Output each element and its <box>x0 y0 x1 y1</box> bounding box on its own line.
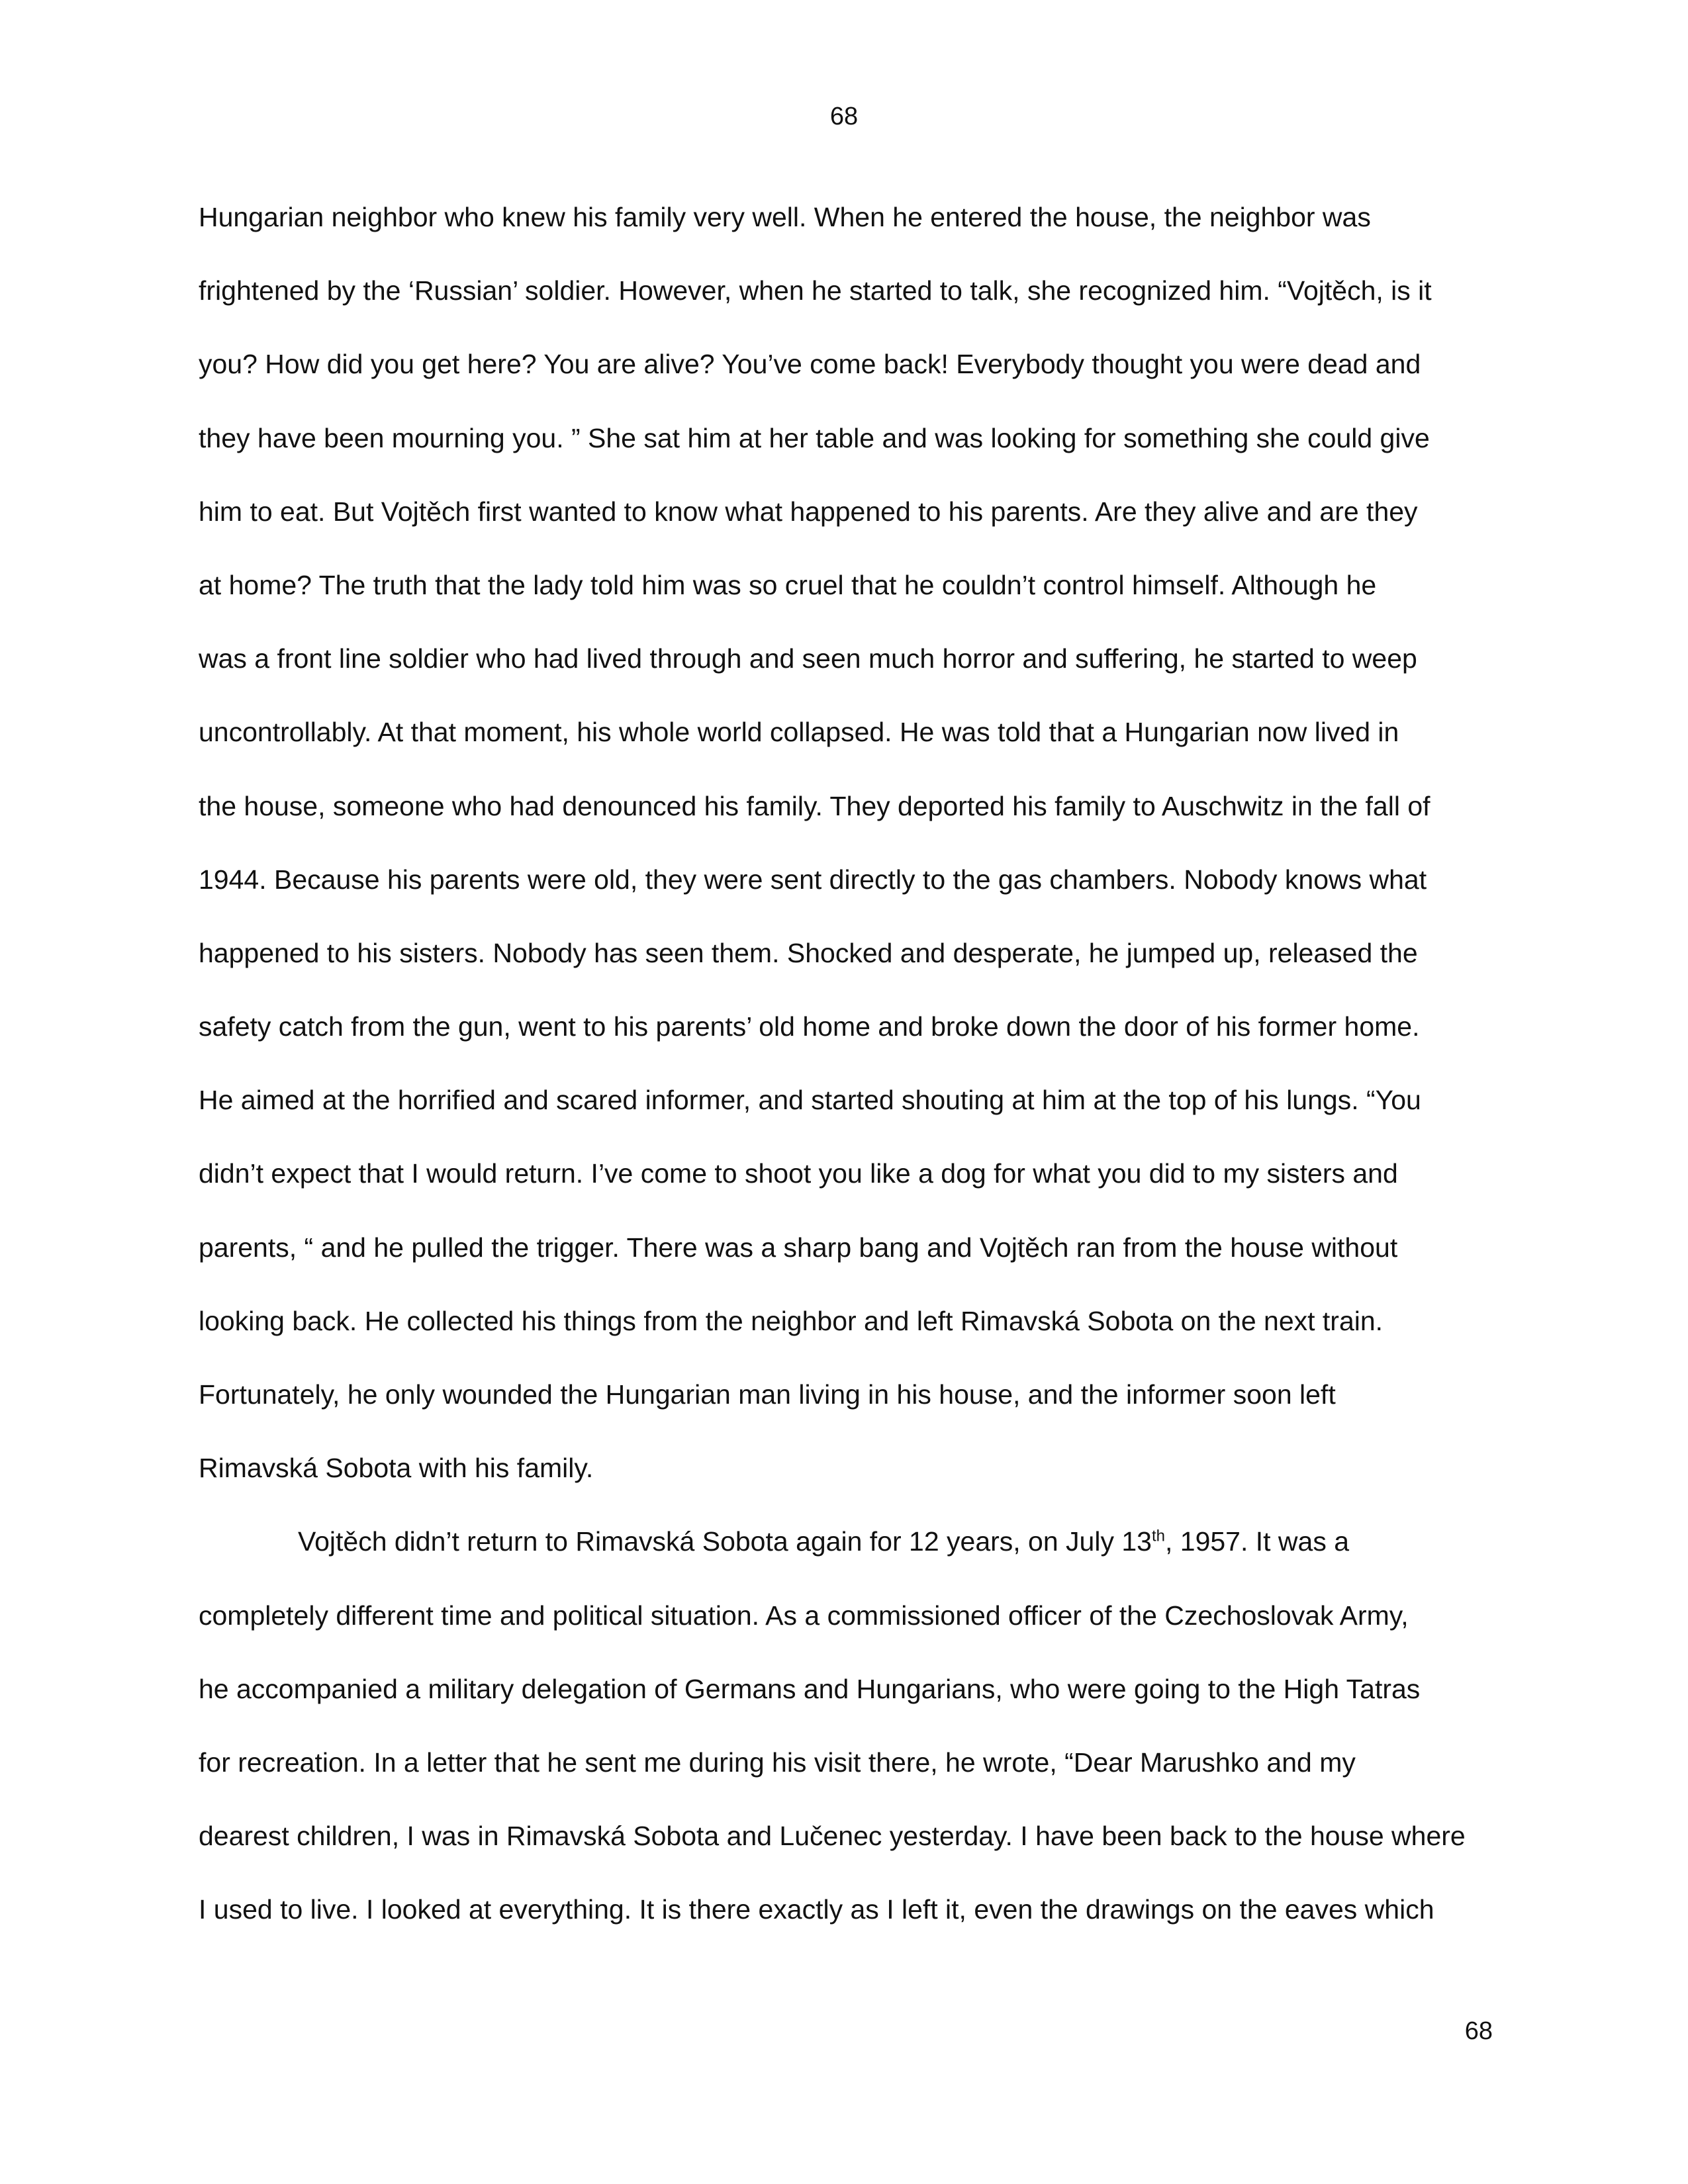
text-line: at home? The truth that the lady told him was so cruel that he couldn’t control himself. Although he <box>199 569 1377 600</box>
text-line: you? How did you get here? You are alive? You’ve come back! Everybody thought you were dead and <box>199 349 1421 380</box>
text-line: parents, “ and he pulled the trigger. There was a sharp bang and Vojtěch ran from the house without <box>199 1232 1398 1263</box>
body-text <box>199 197 1496 1964</box>
text-line: happened to his sisters. Nobody has seen them. Shocked and desperate, he jumped up, released the <box>199 937 1418 968</box>
text-line: 1944. Because his parents were old, they were sent directly to the gas chambers. Nobody knows what <box>199 864 1427 895</box>
text-line: uncontrollably. At that moment, his whole world collapsed. He was told that a Hungarian now lived in <box>199 717 1399 748</box>
text-line: the house, someone who had denounced his family. They deported his family to Auschwitz in the fall of <box>199 790 1430 821</box>
ordinal-superscript: th <box>1151 1527 1165 1545</box>
text-line: they have been mourning you. ” She sat him at her table and was looking for something she could give <box>199 422 1430 453</box>
text-segment: Vojtěch didn’t return to Rimavská Sobota again for 12 years, on July 13 <box>298 1526 1152 1557</box>
text-line: Hungarian neighbor who knew his family very well. When he entered the house, the neighbor was <box>199 202 1371 232</box>
paragraph-first-line <box>199 1522 1496 1595</box>
text-line: looking back. He collected his things from the neighbor and left Rimavská Sobota on the next train. <box>199 1305 1383 1336</box>
text-line: Fortunately, he only wounded the Hungarian man living in his house, and the informer soon left <box>199 1379 1336 1410</box>
text-line: I used to live. I looked at everything. It is there exactly as I left it, even the drawings on the eaves which <box>199 1894 1434 1925</box>
text-segment: , 1957. It was a <box>1164 1526 1350 1557</box>
text-line: frightened by the ‘Russian’ soldier. However, when he started to talk, she recognized him. “Vojtěch, is it <box>199 275 1432 306</box>
text-line: dearest children, I was in Rimavská Sobota and Lučenec yesterday. I have been back to the house where <box>199 1821 1466 1852</box>
page-number-footer: 68 <box>1464 2017 1493 2045</box>
text-line: He aimed at the horrified and scared informer, and started shouting at him at the top of his lungs. “You <box>199 1085 1421 1116</box>
text-line: safety catch from the gun, went to his parents’ old home and broke down the door of his former home. <box>199 1011 1420 1042</box>
text-line: was a front line soldier who had lived through and seen much horror and suffering, he started to weep <box>199 643 1417 674</box>
text-line: him to eat. But Vojtěch first wanted to know what happened to his parents. Are they alive and are they <box>199 496 1418 527</box>
text-line: he accompanied a military delegation of Germans and Hungarians, who were going to the High Tatras <box>199 1673 1421 1704</box>
text-line: completely different time and political situation. As a commissioned officer of the Czechoslovak Army, <box>199 1600 1409 1631</box>
text-line: didn’t expect that I would return. I’ve come to shoot you like a dog for what you did to my sisters and <box>199 1158 1398 1189</box>
text-line: Rimavská Sobota with his family. <box>199 1453 594 1484</box>
page-number-header: 68 <box>829 103 859 130</box>
text-line: for recreation. In a letter that he sent me during his visit there, he wrote, “Dear Marushko and my <box>199 1747 1356 1778</box>
